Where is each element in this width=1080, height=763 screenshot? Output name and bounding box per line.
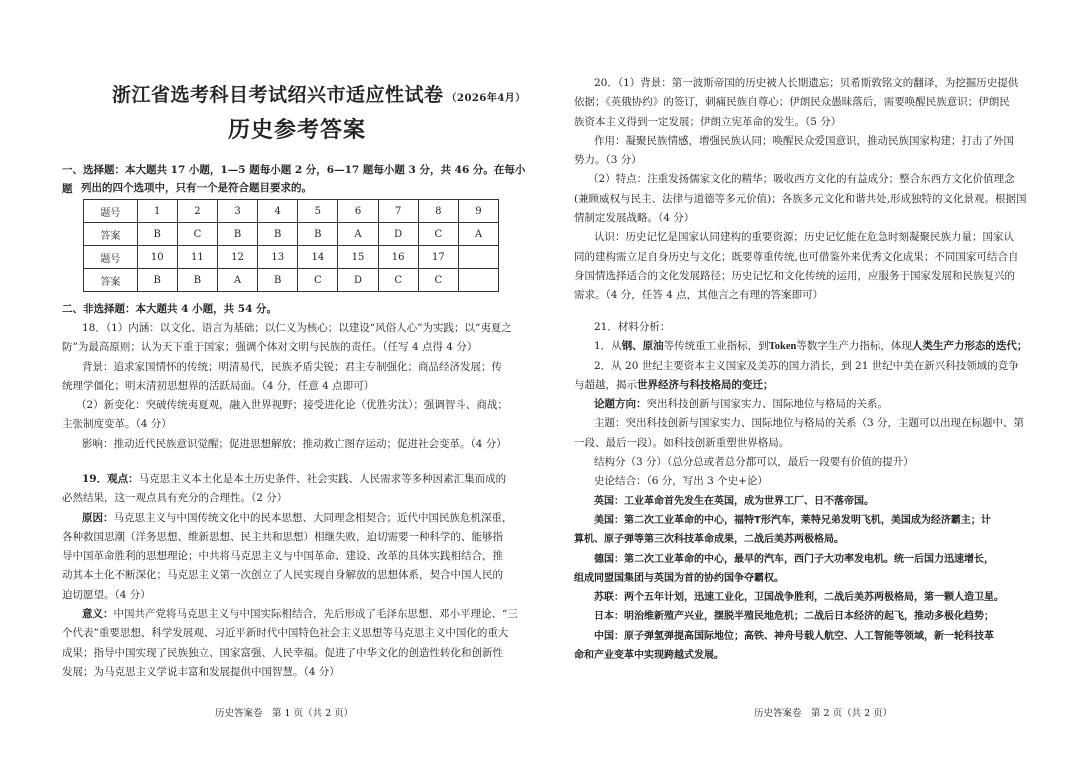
page-footer: 历史答案卷 第 1 页（共 2 页） [215,708,354,719]
answer-table-cell: D [378,223,418,246]
answer-table-cell: 17 [418,246,458,269]
q21-text: 等传统重工业指标，到 [663,340,769,353]
q19-view-label: 19．观点： [82,473,139,485]
section2-heading: 二、非选择题：本大题共 4 小题，共 54 分。 [62,303,278,315]
answer-table-cell: A [458,223,498,246]
q21-example-line: 美国：第二次工业革命的中心，福特T形汽车，莱特兄弟发明飞机，美国成为经济霸主；计 [594,514,991,526]
q18-line: 主张制度变革。（4 分） [62,418,172,431]
q20-line: 势力。（3 分） [574,154,642,167]
section1-heading: 一、选择题：本大题共 17 小题，1—5 题每小题 2 分，6—17 题每小题 3 分，共 46 分。在每小题 [62,164,526,195]
q21-line: 2．从 20 世纪主要资本主义国家及美苏的国力消长，到 21 世纪中美在新兴科技领域的竞争 [594,359,1019,372]
answer-table-cell: 12 [217,246,257,269]
q19-line: 动其本土化不断深化；马克思主义第一次创立了人民实现自身解放的思想体系，契合中国人民的 [62,569,503,582]
q21-text: 突出科技创新与国家实力、国际地位与格局的关系。 [646,398,888,411]
q21-example-line: 组成同盟国集团与英国为首的协约国争夺霸权。 [574,572,784,584]
q21-example-line: 算机、原子弹等第三次科技革命成果，二战后美苏两极格局。 [574,534,844,546]
answer-table-cell: B [177,269,217,292]
exam-title: 浙江省选考科目考试绍兴市适应性试卷 （2026年4月） [112,84,526,106]
answer-table-cell: A [338,223,378,246]
answer-table-cell: C [418,269,458,292]
answer-table-header-cell: 答案 [84,269,138,292]
question-19 [62,470,522,682]
q21-emphasis: 钢、原油 [621,340,664,353]
q21-example-line: 日本：明治维新殖产兴业，摆脱半殖民地危机；二战后日本经济的起飞，推动多极化趋势； [594,611,994,623]
q20-line: 需求。（4 分，任答 4 点，其他言之有理的答案即可） [574,289,824,302]
answer-table-cell: A [217,269,257,292]
q18-line: 影响：推动近代民族意识觉醒；促进思想解放；推动救亡图存运动；促进社会变革。（4 分） [82,437,507,450]
answer-table-cell: 4 [258,200,298,223]
q19-line: 成果；指导中国实现了民族独立、国家富强、人民幸福。促进了中华文化的创造性转化和创新性 [62,646,503,659]
answer-table-row [84,223,499,246]
q18-line: 统理学僵化；明末清初思想界的活跃局面。（4 分，任意 4 点即可） [62,379,375,392]
answer-table-cell: 5 [298,200,338,223]
answer-table-cell: 7 [378,200,418,223]
q20-line: 身国情选择适合的文化发展路径；历史记忆和文化传统的运用，应服务于国家发展和民族复兴的 [574,269,1015,282]
answer-table-row [84,200,499,223]
answer-table-cell: B [258,269,298,292]
answer-table-cell: C [378,269,418,292]
answer-table [83,199,499,292]
answer-table-cell: B [137,223,177,246]
q19-significance-label: 意义： [82,608,114,621]
q19-line: 马克思主义本土化是本土历史条件、社会实践、人民需求等多种因素汇集而成的 [138,473,507,485]
q20-line: 情制定发展战略。（4 分） [574,212,695,225]
answer-table-cell: 6 [338,200,378,223]
answer-table-row [84,246,499,269]
q21-emphasis: 世界经济与科技格局的变迁； [637,378,774,391]
answer-table-cell: D [338,269,378,292]
answer-table-header-cell: 题号 [84,200,138,223]
answer-table-cell: 3 [217,200,257,223]
answer-table-cell: 2 [177,200,217,223]
page-subtitle: 历史参考答案 [228,117,367,143]
q19-line: 迫切愿望。（4 分） [62,588,151,601]
section1-instruction: 列出的四个选项中，只有一个是符合题目要求的。 [81,182,312,194]
answer-table-cell: B [298,223,338,246]
answer-table-cell [458,269,498,292]
answer-table-cell: B [137,269,177,292]
question-20 [574,74,1036,306]
q21-example-line: 苏联：两个五年计划，迅速工业化，卫国战争胜利，二战后美苏两极格局，第一颗人造卫星。 [594,592,1004,604]
q20-line: (兼顾威权与民主、法律与道德等多元价值)；各族多元文化和谐共处,形成独特的文化景观。根据国 [574,192,1027,205]
q21-text: 等数字生产力指标，体现 [796,340,912,353]
answer-table-cell: 8 [418,200,458,223]
q21-example-line: 命和产业变革中实现跨越式发展。 [574,650,724,662]
q20-line: 依据；《英俄协约》的签订，刺痛民族自尊心；伊朗民众愚昧落后，需要唤醒民族意识；伊朗民 [574,96,1010,109]
answer-table-cell: 14 [298,246,338,269]
q21-emphasis: 人类生产力形态的迭代； [911,340,1028,353]
answer-table-header-cell: 答案 [84,223,138,246]
answer-table-row [84,269,499,292]
answer-table-cell: 16 [378,246,418,269]
q20-line: 20．（1）背景：第一波斯帝国的历史被人长期遗忘；贝希斯敦铭文的翻译，为挖掘历史提供 [594,77,1019,89]
question-18 [62,319,522,454]
answer-page-2 [540,0,1080,763]
q21-line: 主题：突出科技创新与国家实力、国际地位与格局的关系（3 分，主题可以出现在标题中、第 [594,417,1025,430]
answer-table-cell: 9 [458,200,498,223]
q21-text: 与超越，揭示 [574,378,637,391]
q21-example-line: 中国：原子弹氢弹提高国际地位；高铁、神舟号载人航空、人工智能等领域，新一轮科技革 [594,630,994,642]
question-21 [574,318,1036,665]
answer-table-cell: C [298,269,338,292]
answer-table-cell: 15 [338,246,378,269]
q21-emphasis: 论题方向： [594,398,647,411]
q19-reason-label: 原因： [82,511,114,524]
answer-table-cell: C [418,223,458,246]
q21-example-line: 德国：第二次工业革命的中心，最早的汽车，西门子大功率发电机。统一后国力迅速增长， [594,553,994,565]
q21-example-line: 英国：工业革命首先发生在英国，成为世界工厂、日不落帝国。 [594,495,874,507]
q21-line: 一段、最后一段）。如科技创新重塑世界格局。 [574,436,790,449]
q18-line: 防”为最高原则；认为天下重于国家；强调个体对文明与民族的责任。（任写 4 点得 4 分） [62,341,478,354]
answer-table-cell: 10 [137,246,177,269]
q19-line: 导中国革命胜利的思想理论；中共将马克思主义与中国革命、建设、改革的具体实践相结合，推 [62,550,503,563]
q21-emphasis: Token [768,341,797,353]
answer-table-cell: B [217,223,257,246]
q19-line: 发展；为马克思主义学说丰富和发展提供中国智慧。（4 分） [62,665,340,678]
q20-line: （2）特点：注重发扬儒家文化的精华；吸收西方文化的有益成分；整合东西方文化价值理念 [588,173,1015,186]
answer-table-cell [458,246,498,269]
answer-table-cell: 13 [258,246,298,269]
answer-table-header-cell: 题号 [84,246,138,269]
q20-line: 作用：凝聚民族情感，增强民族认同；唤醒民众爱国意识，推动民族国家构建；打击了外国 [594,134,1014,147]
q20-line: 认识：历史记忆是国家认同建构的重要资源；历史记忆能在危急时刻凝聚民族力量；国家认 [594,231,1014,244]
answer-table-cell: 1 [137,200,177,223]
q20-line: 族资本主义得到一定发展；伊朗立宪革命的发生。（5 分） [574,115,842,128]
q20-line: 同的建构需立足自身历史与文化；既要尊重传统,也可借鉴外来优秀文化成果；不同国家可结合自 [574,250,1019,263]
q19-line: 个代表”重要思想、科学发展观、习近平新时代中国特色社会主义思想等马克思主义中国化的重大 [62,627,509,640]
q21-line: 史论结合：（6 分，写出 3 个史+论） [594,475,768,488]
page-footer: 历史答案卷 第 2 页（共 2 页） [754,708,893,719]
q19-line: 中国共产党将马克思主义与中国实际相结合，先后形成了毛泽东思想、邓小平理论、“三 [113,608,518,621]
q21-text: 1．从 [594,340,622,353]
q18-line: （2）新变化：突破传统夷夏观，融入世界视野；接受进化论（优胜劣汰）；强调智斗、商战； [76,399,508,412]
q21-line: 21．材料分析： [594,321,671,333]
exam-date: （2026年4月） [446,93,526,104]
q18-line: 背景：追求家国情怀的传统；明清易代，民族矛盾尖锐；君主专制强化；商品经济发展；传 [82,360,502,373]
q19-line: 马克思主义与中国传统文化中的民本思想、大同理念相契合；近代中国民族危机深重， [113,511,513,524]
q19-line: 必然结果，这一观点具有充分的合理性。（2 分） [62,492,288,505]
q21-line: 结构分（3 分）（总分总或者总分都可以，最后一段要有价值的提升） [594,456,914,469]
answer-table-cell: C [177,223,217,246]
q19-line: 各种救国思潮（洋务思想、维新思想、民主共和思想）相继失败，迫切需要一种科学的、能够指 [62,530,503,543]
answer-table-cell: B [258,223,298,246]
q18-line: 18．（1）内涵：以文化、语言为基础；以仁义为核心；以建设“风俗人心”为实践；以“夷夏之 [82,322,512,334]
answer-table-cell: 11 [177,246,217,269]
